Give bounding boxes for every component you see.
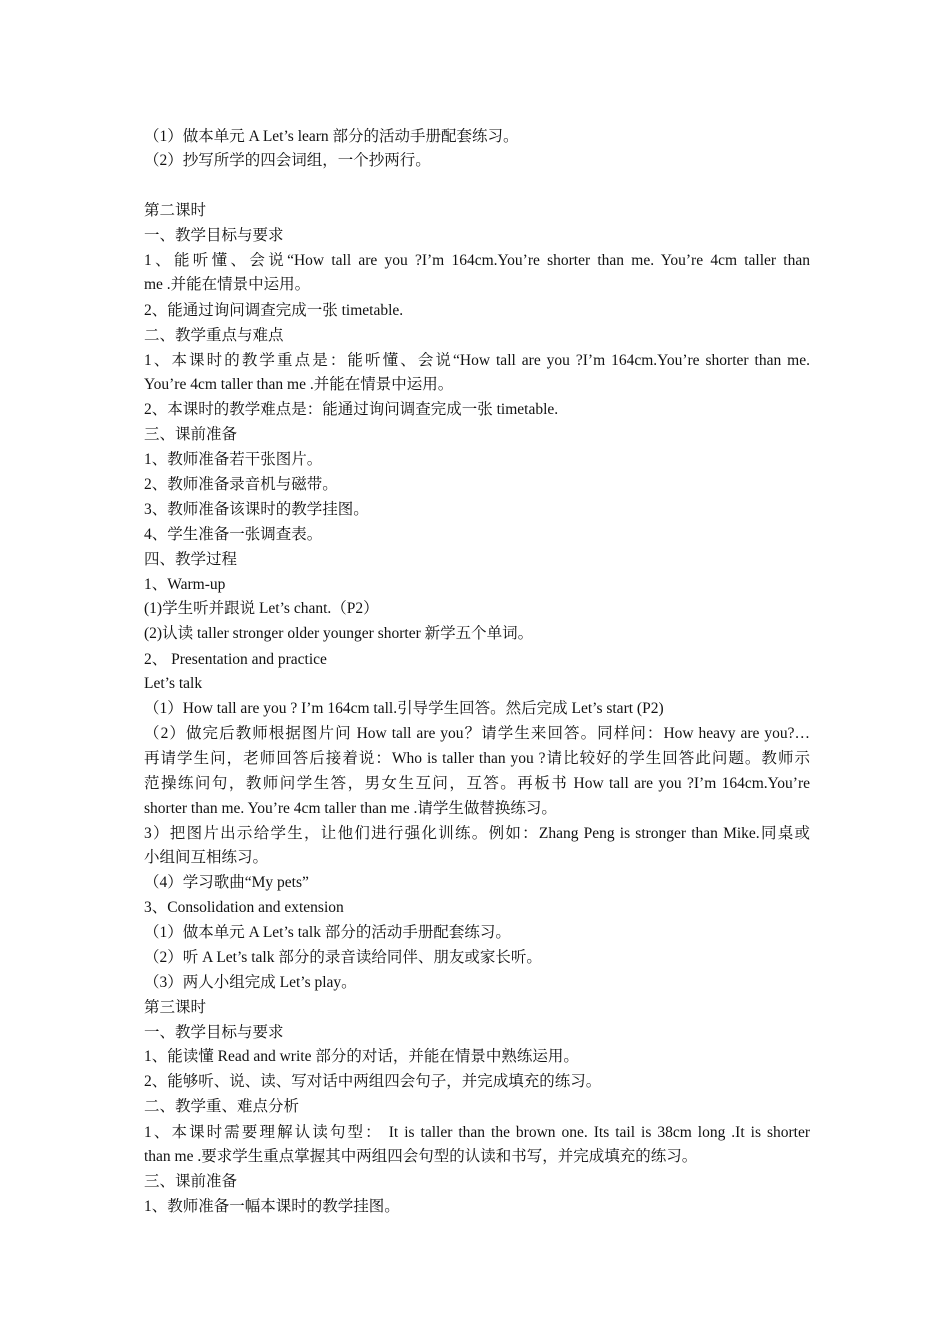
section-heading: 第二课时: [144, 202, 207, 219]
text-line: 4、学生准备一张调查表。: [144, 526, 323, 543]
text-line: 2、能通过询问调查完成一张 timetable.: [144, 302, 404, 319]
text-line: 1、能听懂、会说“How tall are you ?I’m 164cm.You’re shorter than me. You’re 4cm taller than: [144, 252, 810, 269]
text-line: （1）做本单元 A Let’s talk 部分的活动手册配套练习。: [144, 924, 511, 941]
section-heading: 一、教学目标与要求: [144, 1024, 284, 1041]
text-line: 3）把图片出示给学生，让他们进行强化训练。例如：Zhang Peng is stronger than Mike.同桌或: [144, 825, 810, 842]
text-line: （3）两人小组完成 Let’s play。: [144, 974, 357, 991]
text-line: 1、教师准备一幅本课时的教学挂图。: [144, 1198, 400, 1215]
section-heading: 二、教学重、难点分析: [144, 1098, 300, 1115]
text-line: 2、教师准备录音机与磁带。: [144, 476, 338, 493]
text-line: 3、教师准备该课时的教学挂图。: [144, 501, 369, 518]
section-heading: 四、教学过程: [144, 551, 238, 568]
text-line: 1、本课时的教学重点是：能听懂、会说“How tall are you ?I’m 164cm.You’re shorter than me.: [144, 352, 810, 369]
section-heading: 二、教学重点与难点: [144, 327, 284, 344]
text-line: 小组间互相练习。: [144, 849, 269, 866]
text-line: (2)认读 taller stronger older younger shorter 新学五个单词。: [144, 625, 534, 642]
text-line: 范操练问句，教师问学生答，男女生互问，互答。再板书 How tall are you ?I’m 164cm.You’re: [144, 775, 810, 792]
text-line: Let’s talk: [144, 675, 203, 692]
text-line: （2）做完后教师根据图片问 How tall are you？请学生来回答。同样问：How heavy are you?…: [144, 725, 810, 742]
text-line: 1、教师准备若干张图片。: [144, 451, 323, 468]
text-line: 1、Warm-up: [144, 576, 226, 593]
text-line: (1)学生听并跟说 Let’s chant.（P2）: [144, 600, 379, 617]
text-line: 2、 Presentation and practice: [144, 651, 327, 668]
text-line: than me .要求学生重点掌握其中两组四会句型的认读和书写，并完成填充的练习。: [144, 1148, 698, 1165]
text-line: （1）做本单元 A Let’s learn 部分的活动手册配套练习。: [144, 128, 519, 145]
section-heading: 三、课前准备: [144, 1173, 238, 1190]
text-line: （1）How tall are you ? I’m 164cm tall.引导学生回答。然后完成 Let’s start (P2): [144, 700, 664, 717]
section-heading: 第三课时: [144, 999, 207, 1016]
section-heading: 三、课前准备: [144, 426, 238, 443]
text-line: 3、Consolidation and extension: [144, 899, 344, 916]
text-line: 1、本课时需要理解认读句型： It is taller than the brown one. Its tail is 38cm long .It is shorter: [144, 1124, 810, 1141]
text-line: （2）听 A Let’s talk 部分的录音读给同伴、朋友或家长听。: [144, 949, 542, 966]
text-line: 再请学生问，老师回答后接着说：Who is taller than you ?请比较好的学生回答此问题。教师示: [144, 750, 810, 767]
text-line: （2）抄写所学的四会词组，一个抄两行。: [144, 152, 431, 169]
text-line: shorter than me. You’re 4cm taller than me .请学生做替换练习。: [144, 800, 557, 817]
text-line: 2、能够听、说、读、写对话中两组四会句子，并完成填充的练习。: [144, 1073, 602, 1090]
text-line: （4）学习歌曲“My pets”: [144, 874, 309, 891]
text-line: 2、本课时的教学难点是：能通过询问调查完成一张 timetable.: [144, 401, 559, 418]
section-heading: 一、教学目标与要求: [144, 227, 284, 244]
text-line: me .并能在情景中运用。: [144, 276, 311, 293]
text-line: You’re 4cm taller than me .并能在情景中运用。: [144, 376, 454, 393]
text-line: 1、能读懂 Read and write 部分的对话，并能在情景中熟练运用。: [144, 1048, 579, 1065]
